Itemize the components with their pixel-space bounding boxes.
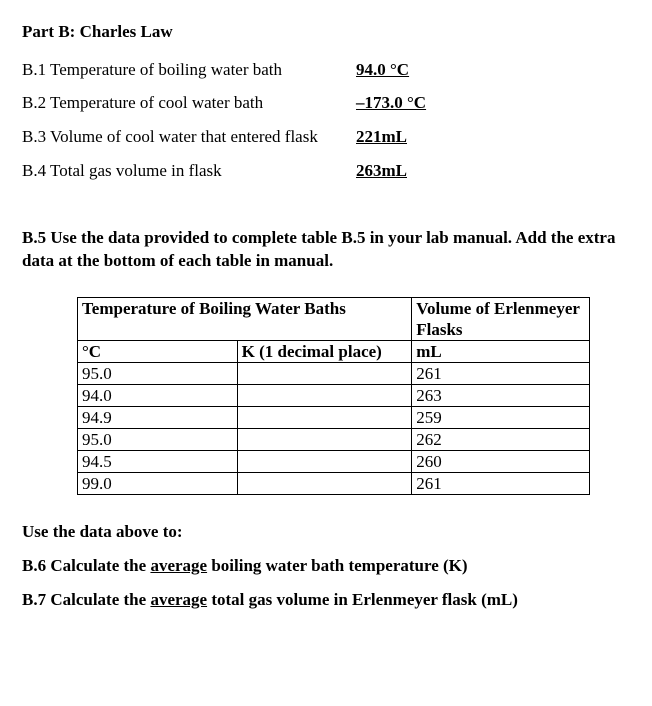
subheader-kelvin: K (1 decimal place): [237, 341, 412, 363]
table-row: [78, 407, 590, 429]
cell-ml: 260: [412, 451, 590, 473]
cell-ml: 262: [412, 429, 590, 451]
cell-ml: 261: [412, 363, 590, 385]
subheader-celsius: °C: [78, 341, 238, 363]
header-volume: Volume of Erlenmeyer Flasks: [412, 298, 590, 341]
cell-ml: 263: [412, 385, 590, 407]
table-row: [78, 385, 590, 407]
cell-celsius: 99.0: [78, 473, 238, 495]
cell-celsius: 94.5: [78, 451, 238, 473]
table-row: [78, 473, 590, 495]
table-subheader-row: [78, 341, 590, 363]
table-row: [78, 451, 590, 473]
question-b7: [22, 590, 518, 610]
cell-kelvin[interactable]: [237, 429, 412, 451]
measurement-label: B.4 Total gas volume in flask: [22, 161, 222, 180]
header-temperature: Temperature of Boiling Water Baths: [78, 298, 412, 341]
cell-celsius: 94.0: [78, 385, 238, 407]
use-data-heading: Use the data above to:: [22, 522, 183, 541]
cell-kelvin[interactable]: [237, 473, 412, 495]
cell-kelvin[interactable]: [237, 407, 412, 429]
cell-celsius: 95.0: [78, 363, 238, 385]
cell-ml: 259: [412, 407, 590, 429]
table-row: [78, 363, 590, 385]
measurement-value: 263mL: [356, 161, 407, 180]
question-emphasis: average: [150, 590, 208, 609]
question-emphasis: average: [150, 556, 208, 575]
measurement-value: 94.0 °C: [356, 60, 410, 79]
cell-celsius: 94.9: [78, 407, 238, 429]
b5-instructions: B.5 Use the data provided to complete table B.5 in your lab manual. Add the extra data at the bottom of each table in manual.: [22, 228, 616, 270]
measurement-label: B.1 Temperature of boiling water bath: [22, 60, 283, 79]
measurement-value: 221mL: [356, 127, 407, 146]
cell-kelvin[interactable]: [237, 451, 412, 473]
question-text: B.6 Calculate the: [22, 556, 151, 575]
data-table: [77, 297, 590, 495]
cell-ml: 261: [412, 473, 590, 495]
measurement-label: B.2 Temperature of cool water bath: [22, 93, 264, 112]
page-title: Part B: Charles Law: [22, 22, 173, 41]
question-b6: [22, 556, 468, 576]
question-text: total gas volume in Erlenmeyer flask (mL): [207, 590, 518, 609]
cell-kelvin[interactable]: [237, 385, 412, 407]
table-header-row: [78, 298, 590, 341]
question-text: boiling water bath temperature (K): [207, 556, 468, 575]
table-row: [78, 429, 590, 451]
cell-kelvin[interactable]: [237, 363, 412, 385]
question-text: B.7 Calculate the: [22, 590, 151, 609]
measurement-value: –173.0 °C: [356, 93, 427, 112]
measurement-label: B.3 Volume of cool water that entered flask: [22, 127, 318, 146]
cell-celsius: 95.0: [78, 429, 238, 451]
subheader-ml: mL: [412, 341, 590, 363]
